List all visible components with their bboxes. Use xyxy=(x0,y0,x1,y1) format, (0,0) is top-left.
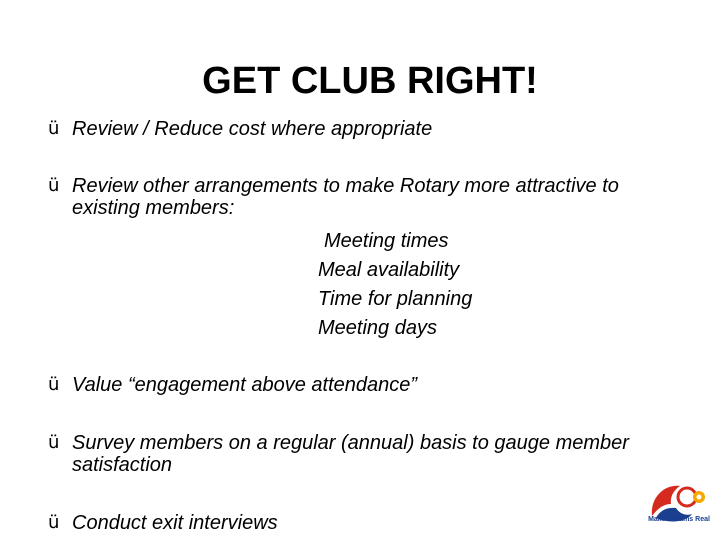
bullet-item xyxy=(48,374,688,396)
slide-title: GET CLUB RIGHT! xyxy=(202,60,538,102)
bullet-text: Review / Reduce cost where appropriate xyxy=(72,118,433,140)
check-icon: ü xyxy=(48,118,60,139)
check-icon: ü xyxy=(48,432,60,453)
bullet-text: Review other arrangements to make Rotary more attractive to existing members: xyxy=(72,175,619,219)
bullet-text: Value “engagement above attendance” xyxy=(72,374,418,396)
subitem: Meeting days xyxy=(318,317,437,339)
bullet-item xyxy=(48,432,648,476)
logo-caption: Make Dreams Real xyxy=(648,516,710,523)
bullet-text: Survey members on a regular (annual) basis to gauge member satisfaction xyxy=(72,432,629,476)
subitem: Meeting times xyxy=(324,230,449,252)
subitem: Time for planning xyxy=(318,288,473,310)
bullet-item xyxy=(48,175,628,219)
bullet-item xyxy=(48,118,688,140)
check-icon: ü xyxy=(48,175,60,196)
check-icon: ü xyxy=(48,512,60,533)
bullet-item xyxy=(48,512,688,534)
subitem: Meal availability xyxy=(318,259,460,281)
check-icon: ü xyxy=(48,374,60,395)
bullet-text: Conduct exit interviews xyxy=(72,512,278,534)
